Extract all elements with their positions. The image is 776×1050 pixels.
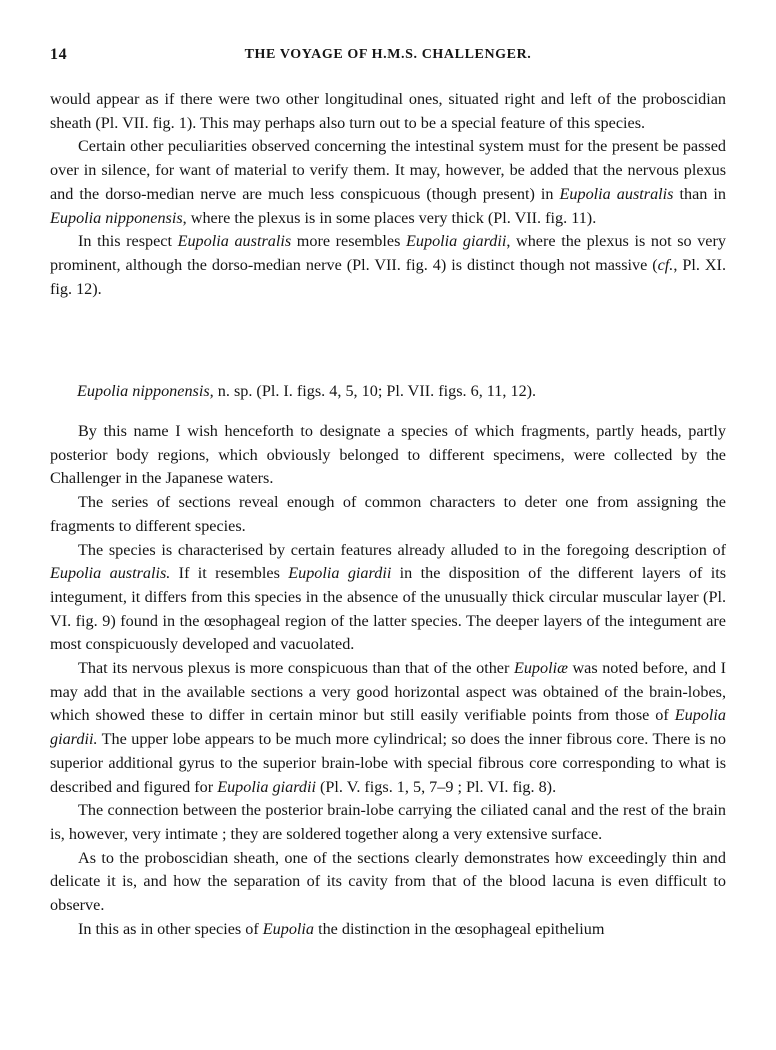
paragraph — [50, 135, 726, 230]
text-run: more resembles — [291, 232, 406, 251]
text-run: , Pl. XI. fig. 12). — [50, 255, 726, 298]
text-run: The connection between the posterior brain-lobe carrying the ciliated canal and the rest of the brain is, however, very intimate ; they are soldered together along a very extensive surface. — [50, 801, 726, 843]
section-heading-rest: n. sp. (Pl. I. figs. 4, 5, 10; Pl. VII. figs. 6, 11, 12). — [213, 382, 537, 400]
paragraph — [50, 657, 726, 799]
italic-text: Eupolia australis — [559, 184, 674, 203]
text-run: would appear as if there were two other longitudinal ones, situated right and left of the proboscidian sheath (Pl. VII. fig. 1). This may perhaps also turn out to be a special feature of this species. — [50, 90, 726, 132]
text-run: Certain other peculiarities observed concerning the intestinal system must for the present be passed over in silence, for want of material to verify them. It may, however, be added that the nervous plexus and the dorso-median nerve are much less conspicuous (though present) in — [50, 137, 726, 203]
text-run: In this respect — [78, 232, 178, 251]
paragraph — [50, 88, 726, 135]
species-name: Eupolia nipponensis, — [77, 382, 214, 400]
paragraph — [50, 539, 726, 658]
text-run: The upper lobe appears to be much more cylindrical; so does the inner fibrous core. There is no superior additional gyrus to the superior brain-lobe with special fibrous core corresponding to what is described and figured for — [50, 730, 726, 796]
text-run: The series of sections reveal enough of common characters to deter one from assigning the fragments to different species. — [50, 493, 726, 535]
paragraph — [50, 420, 726, 491]
italic-text: Eupolia giardii — [217, 777, 316, 796]
text-run: As to the proboscidian sheath, one of the sections clearly demonstrates how exceedingly thin and delicate it is, and how the separation of its cavity from that of the blood lacuna is even difficult to observe. — [50, 848, 726, 915]
text-run: the distinction in the œsophageal epithelium — [314, 919, 605, 938]
text-run: was noted before, and I may add that in the available sections a very good horizontal aspect was obtained of the brain-lobes, which showed these to differ in certain minor but still easily verifiable points from those of — [50, 659, 726, 725]
body-text-top — [50, 88, 726, 301]
section-heading — [77, 379, 726, 403]
text-run: (Pl. V. figs. 1, 5, 7–9 ; Pl. VI. fig. 8). — [315, 777, 557, 796]
paragraph — [50, 799, 726, 846]
text-run: By this name I wish henceforth to designate a species of which fragments, partly heads, partly posterior body regions, which obviously belonged to different specimens, were collected by the Challenger in the Japanese waters. — [50, 422, 726, 488]
italic-text: Eupolia australis — [177, 232, 292, 251]
italic-text: Eupoliæ — [513, 659, 568, 678]
paragraph — [50, 491, 726, 538]
text-run: The species is characterised by certain features already alluded to in the foregoing description of — [78, 540, 726, 559]
text-run: That its nervous plexus is more conspicuous than that of the other — [78, 659, 514, 678]
paragraph — [50, 847, 726, 918]
italic-text: cf. — [657, 255, 674, 274]
text-run: , where the plexus is not so very prominent, although the dorso-median nerve (Pl. VII. fig. 4) is distinct though not massive ( — [50, 232, 726, 274]
italic-text: Eupolia nipponensis — [50, 208, 183, 227]
text-run: , where the plexus is in some places very thick (Pl. VII. fig. 11). — [182, 208, 597, 227]
italic-text: Eupolia giardii. — [50, 706, 726, 749]
paragraph — [50, 918, 726, 942]
italic-text: Eupolia giardii — [406, 232, 507, 251]
text-run: If it resembles — [170, 564, 289, 583]
running-title: THE VOYAGE OF H.M.S. CHALLENGER. — [244, 47, 532, 62]
italic-text: Eupolia australis. — [50, 564, 171, 583]
italic-text: Eupolia giardii — [288, 564, 392, 583]
page-number: 14 — [50, 46, 68, 63]
text-run: in the disposition of the different layers of its integument, it differs from this species in the absence of the unusually thick circular muscular layer (Pl. VI. fig. 9) found in the œsophageal region of the latter species. The deeper layers of the integument are most conspicuously developed and vacuolated. — [50, 564, 726, 654]
paragraph — [50, 230, 726, 301]
body-text-bottom — [50, 420, 726, 941]
running-head — [50, 46, 726, 70]
text-run: In this as in other species of — [78, 919, 263, 938]
italic-text: Eupolia — [262, 919, 315, 938]
text-run: than in — [673, 184, 726, 203]
